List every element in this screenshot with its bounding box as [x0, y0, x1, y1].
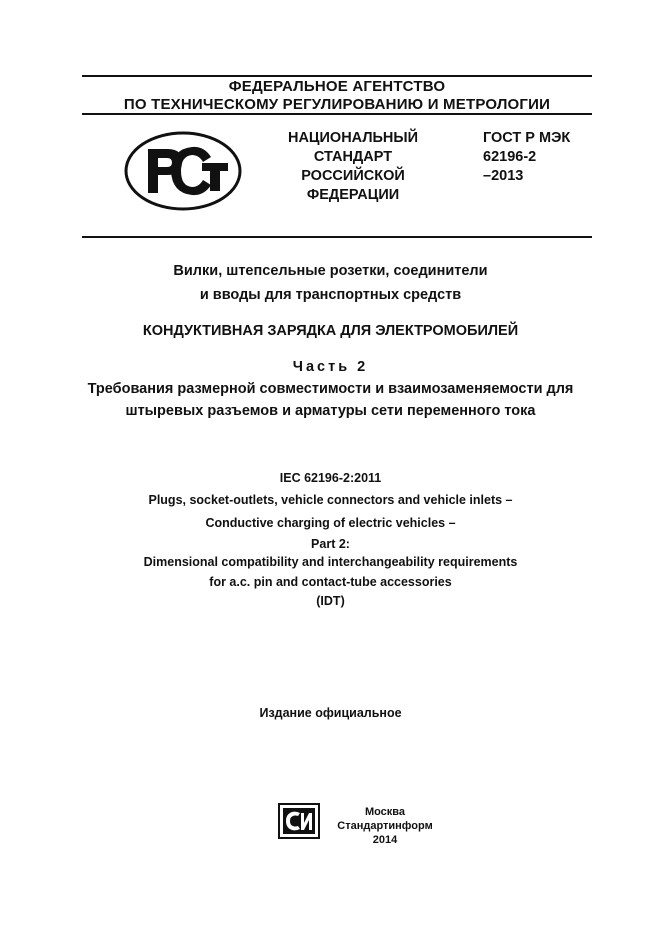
standard-number-line: –2013 — [483, 168, 524, 184]
standard-type-line: СТАНДАРТ — [313, 149, 393, 165]
iec-title-line-1: Plugs, socket-outlets, vehicle connectors and vehicle inlets – — [148, 493, 513, 507]
agency-rule — [82, 113, 592, 115]
publisher-name: Стандартинформ — [337, 820, 433, 832]
subtitle-ru: КОНДУКТИВНАЯ ЗАРЯДКА ДЛЯ ЭЛЕКТРОМОБИЛЕЙ — [142, 323, 519, 339]
standartinform-logo-icon — [278, 803, 320, 839]
iec-part: Part 2: — [311, 537, 350, 551]
header-bottom-rule — [82, 236, 592, 238]
iec-idt: (IDT) — [316, 594, 345, 608]
agency-line-1: ФЕДЕРАЛЬНОЕ АГЕНТСТВО — [228, 78, 446, 95]
part-label-ru: Часть 2 — [292, 359, 369, 375]
iec-title-line-4: for a.c. pin and contact-tube accessories — [209, 575, 452, 589]
standard-type-line: РОССИЙСКОЙ — [301, 168, 405, 184]
agency-line-2: ПО ТЕХНИЧЕСКОМУ РЕГУЛИРОВАНИЮ И МЕТРОЛОГИИ — [123, 96, 551, 113]
rst-logo — [124, 131, 242, 211]
iec-number: IEC 62196-2:2011 — [279, 471, 382, 485]
rst-mark-icon — [124, 131, 242, 211]
iec-title-line-3: Dimensional compatibility and interchangeability requirements — [143, 555, 518, 569]
part-title-ru-line-2: штыревых разъемов и арматуры сети переменного тока — [125, 403, 536, 419]
standard-number — [483, 129, 593, 186]
top-rule — [82, 75, 592, 77]
edition-label: Издание официальное — [259, 706, 402, 720]
standard-type-line: ФЕДЕРАЦИИ — [306, 187, 400, 203]
iec-title-line-2: Conductive charging of electric vehicles – — [205, 516, 456, 530]
standard-number-line: ГОСТ Р МЭК — [483, 130, 571, 146]
publisher-info — [325, 805, 445, 847]
standard-number-line: 62196-2 — [483, 149, 537, 165]
title-ru-line-1: Вилки, штепсельные розетки, соединители — [173, 263, 488, 279]
part-title-ru-line-1: Требования размерной совместимости и взаимозаменяемости для — [87, 381, 574, 397]
standard-type-line: НАЦИОНАЛЬНЫЙ — [287, 130, 419, 146]
publisher-city: Москва — [364, 806, 406, 818]
publisher-logo — [278, 803, 320, 839]
standard-type — [268, 129, 438, 205]
publisher-year: 2014 — [372, 834, 398, 846]
title-ru-line-2: и вводы для транспортных средств — [199, 287, 462, 303]
